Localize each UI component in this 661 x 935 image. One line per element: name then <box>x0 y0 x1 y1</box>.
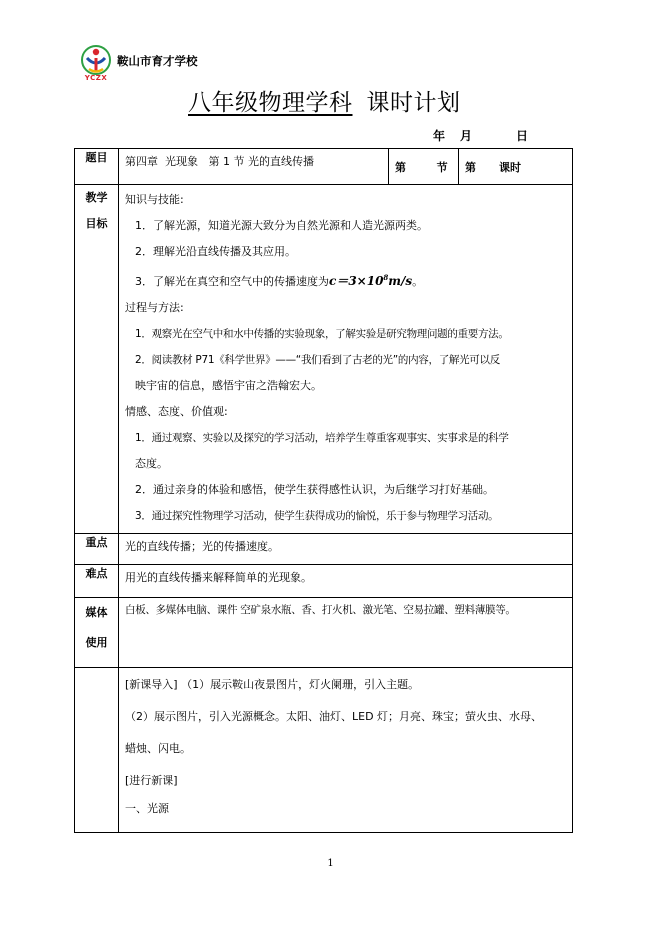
difficulty-cell <box>119 565 573 598</box>
date-year-label: 年 <box>433 129 446 143</box>
knowledge-item-1: 1．了解光源，知道光源大致分为自然光源和人造光源两类。 <box>135 219 428 232</box>
goals-label-line-2: 目标 <box>85 217 108 230</box>
key-point-row <box>75 534 573 565</box>
knowledge-item-2: 2．理解光沿直线传播及其应用。 <box>135 245 296 258</box>
knowledge-item-3-prefix: 3．了解光在真空和空气中的传播速度为 <box>135 275 329 288</box>
teaching-process-row <box>75 668 573 833</box>
topic-label: 题目 <box>75 149 119 185</box>
formula-mid: ＝3×10 <box>336 274 384 288</box>
emotion-item-3: 3．通过探究性物理学习活动，使学生获得成功的愉悦，乐于参与物理学习活动。 <box>135 510 499 522</box>
process-image-line-2: 蜡烛、闪电。 <box>125 742 191 755</box>
lesson-cell <box>459 149 573 185</box>
media-value: 白板、多媒体电脑、课件 空矿泉水瓶、香、打火机、激光笔、空易拉罐、塑料薄膜等。 <box>125 604 516 616</box>
emotion-item-1-line-2: 态度。 <box>135 457 168 470</box>
speed-formula <box>329 274 412 288</box>
key-point-value: 光的直线传播；光的传播速度。 <box>125 540 279 553</box>
media-row <box>75 598 573 668</box>
media-label-line-1: 媒体 <box>85 606 108 619</box>
process-item-2-line-2: 映宇宙的信息，感悟宇宙之浩翰宏大。 <box>135 379 322 392</box>
date-month-label: 月 <box>460 129 473 143</box>
key-point-label: 重点 <box>75 534 119 565</box>
difficulty-label: 难点 <box>75 565 119 598</box>
title-suffix: 课时计划 <box>366 90 461 116</box>
process-intro-line: [新课导入] （1）展示鞍山夜景图片，灯火阑珊，引入主题。 <box>125 678 420 691</box>
lesson-plan-table <box>74 148 573 833</box>
formula-exponent: 8 <box>383 273 389 282</box>
page-number: 1 <box>327 858 334 869</box>
difficulty-row <box>75 565 573 598</box>
key-point-cell <box>119 534 573 565</box>
date-day-label: 日 <box>516 129 529 143</box>
title-subject: 八年级物理学科 <box>188 90 353 116</box>
formula-unit: m/s <box>388 274 413 288</box>
emotion-item-1-line-1: 1．通过观察、实验以及探究的学习活动，培养学生尊重客观事实、实事求是的科学 <box>135 432 509 444</box>
media-cell <box>119 598 573 668</box>
process-item-1: 1．观察光在空气中和水中传播的实验现象，了解实验是研究物理问题的重要方法。 <box>135 328 509 340</box>
emotion-heading: 情感、态度、价值观: <box>125 405 228 418</box>
formula-c: c <box>329 274 337 288</box>
topic-value: 第四章 光现象 第 1 节 光的直线传播 <box>125 155 314 168</box>
emotion-item-2: 2．通过亲身的体验和感悟，使学生获得感性认识，为后继学习打好基础。 <box>135 483 494 496</box>
section-label: 第 节 <box>395 160 448 174</box>
school-logo-icon <box>78 44 114 84</box>
process-section-heading: 一、光源 <box>125 802 169 815</box>
goals-label-line-1: 教学 <box>85 191 108 204</box>
difficulty-value: 用光的直线传播来解释简单的光现象。 <box>125 571 312 584</box>
school-name: 鞍山市育才学校 <box>117 54 198 68</box>
goals-label <box>75 185 119 534</box>
goals-content <box>119 185 573 534</box>
page-title <box>188 84 461 117</box>
teaching-process-label-cell <box>75 668 119 833</box>
goals-row <box>75 185 573 534</box>
media-label-line-2: 使用 <box>85 636 108 649</box>
process-item-2-line-1: 2．阅读教材 P71《科学世界》——“我们看到了古老的光”的内容，了解光可以反 <box>135 354 500 366</box>
knowledge-heading: 知识与技能: <box>125 193 184 206</box>
process-new-lesson: [进行新课] <box>125 774 178 787</box>
teaching-process-cell <box>119 668 573 833</box>
section-cell <box>389 149 459 185</box>
topic-row <box>75 149 573 185</box>
topic-value-cell <box>119 149 389 185</box>
process-heading: 过程与方法: <box>125 301 184 314</box>
process-image-line: （2）展示图片，引入光源概念。太阳、油灯、LED 灯；月亮、珠宝；萤火虫、水母、 <box>125 710 543 723</box>
logo-text: YCZX <box>84 74 108 82</box>
media-label <box>75 598 119 668</box>
lesson-label: 第 课时 <box>465 160 521 174</box>
knowledge-item-3-suffix: 。 <box>412 275 424 288</box>
knowledge-item-3 <box>125 265 566 295</box>
